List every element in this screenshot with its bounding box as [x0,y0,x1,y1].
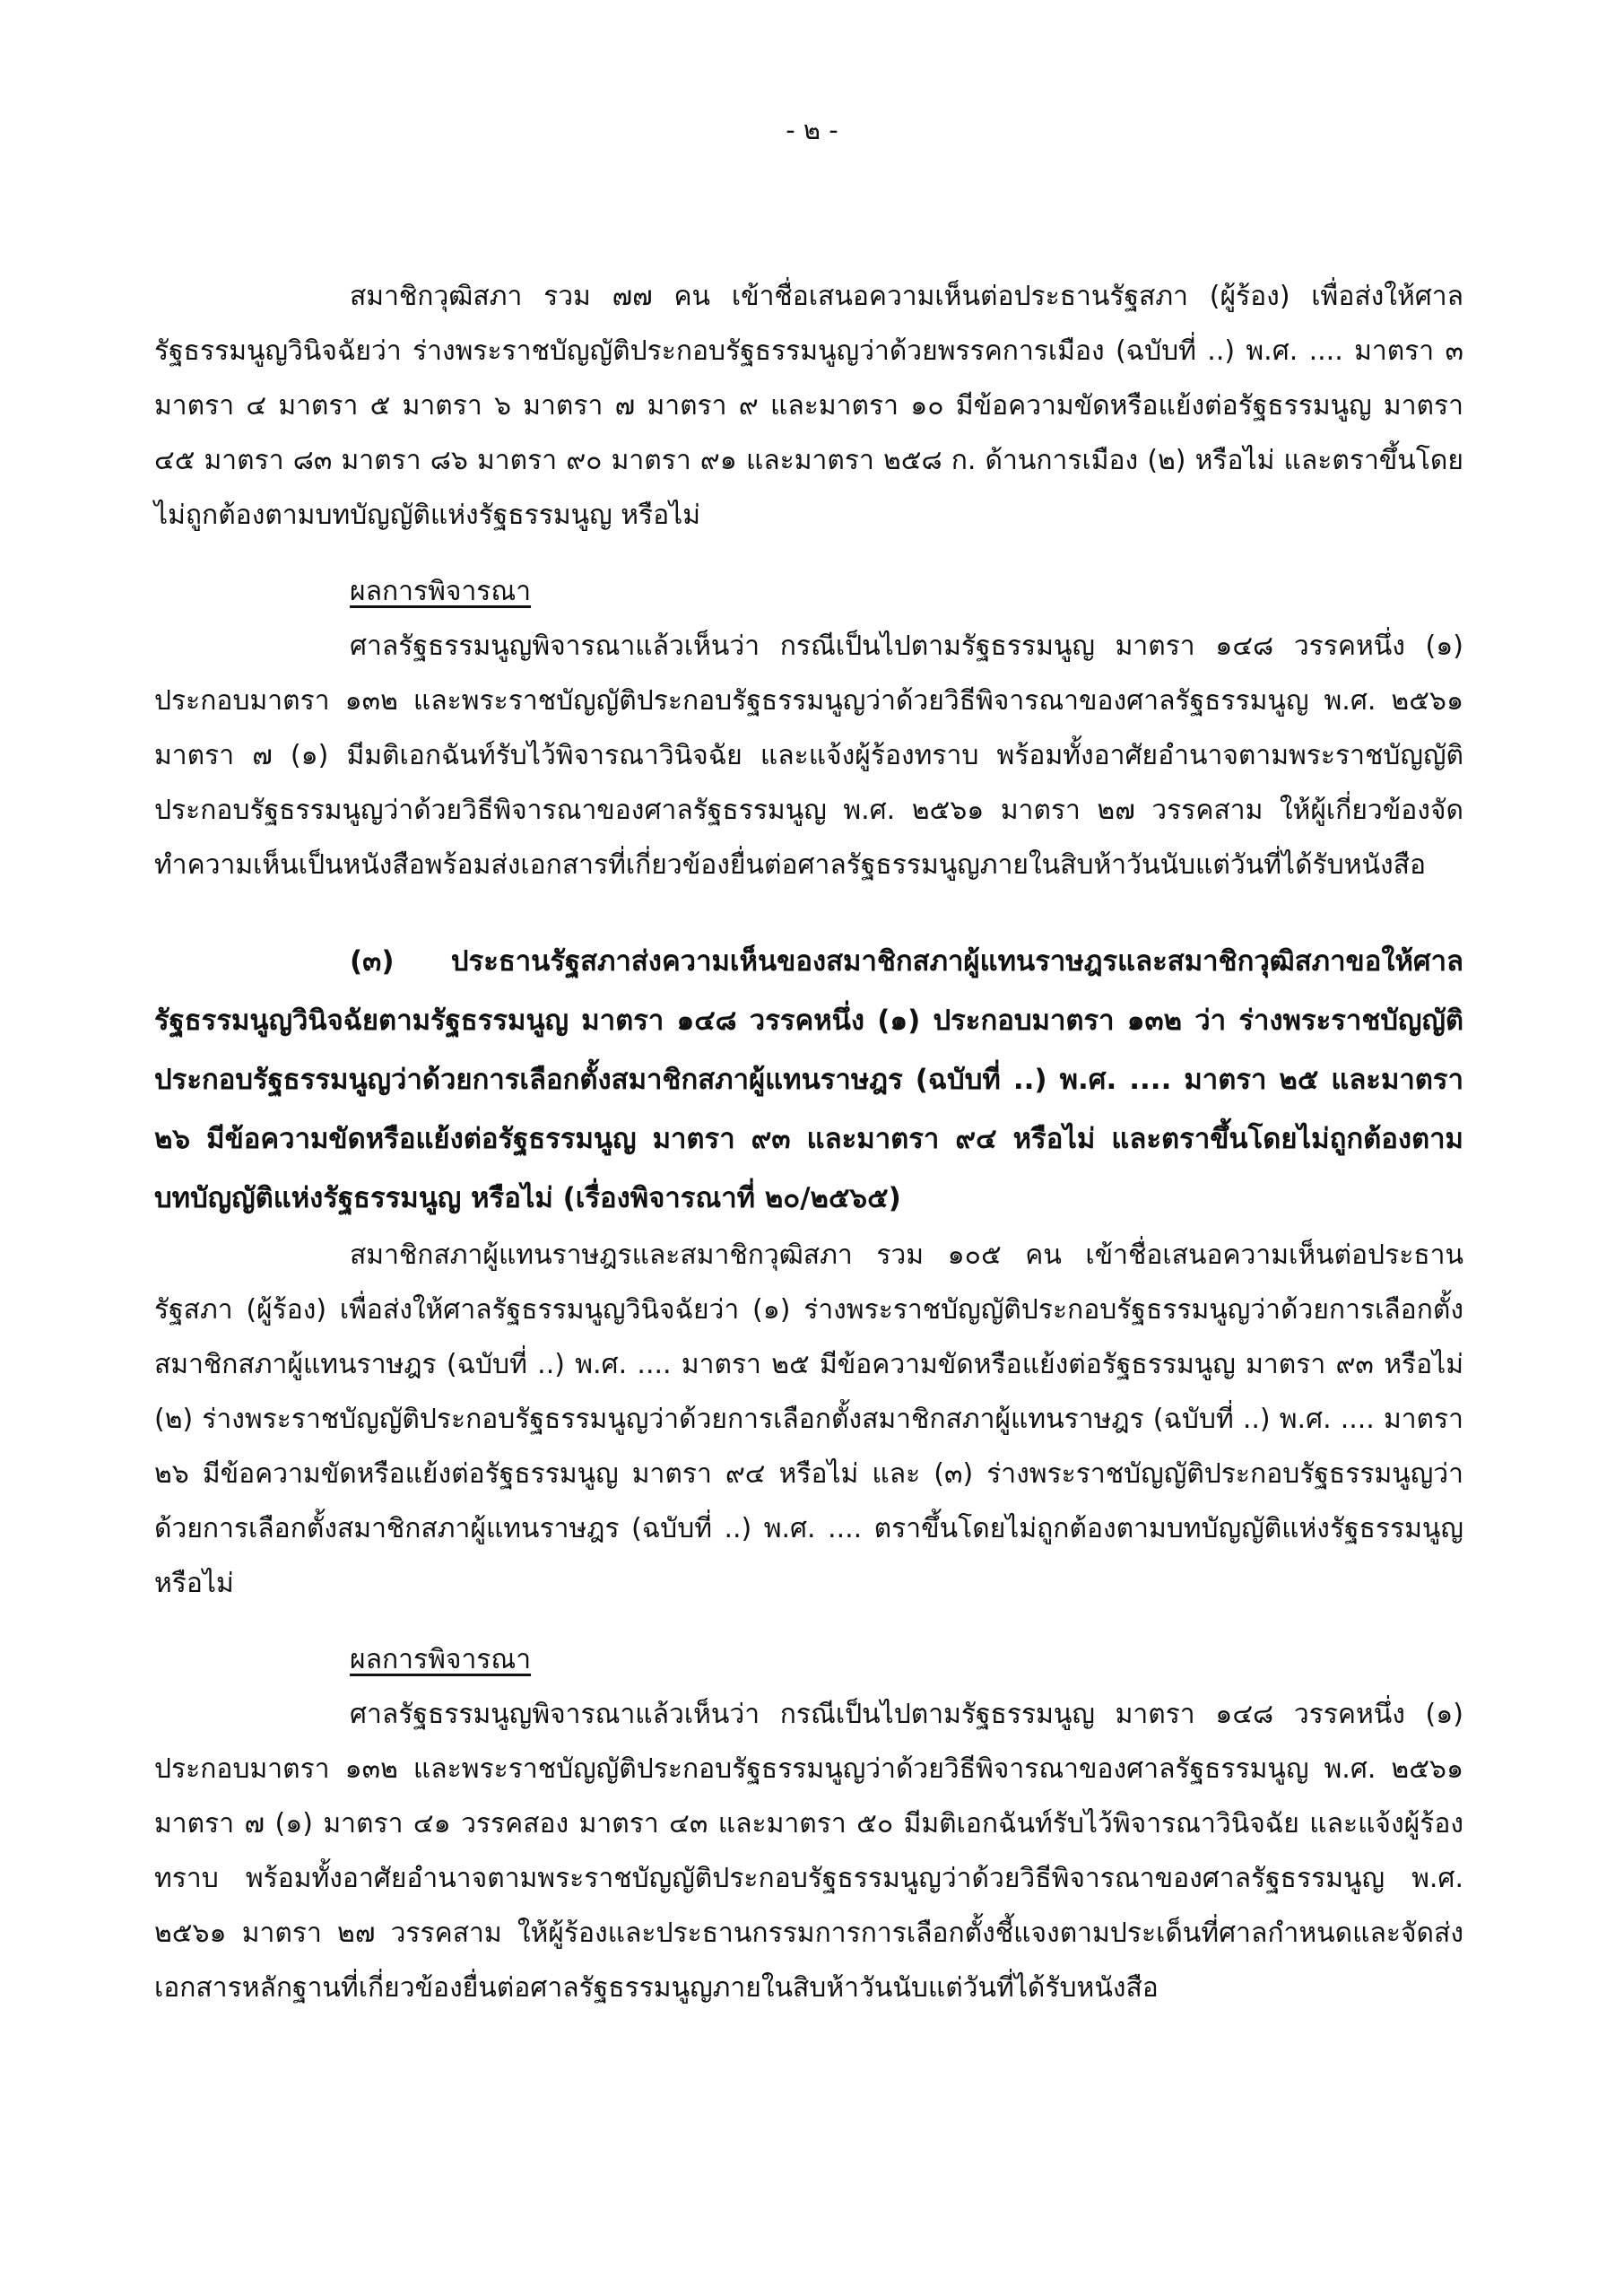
section1-body: สมาชิกวุฒิสภา รวม ๗๗ คน เข้าชื่อเสนอความเห็นต่อประธานรัฐสภา (ผู้ร้อง) เพื่อส่งให้ศาลรัฐธรรมนูญวินิจฉัยว่า ร่างพระราชบัญญัติประกอบรัฐธรรมนูญว่าด้วยพรรคการเมือง (ฉบับที่ ..) พ.ศ. .... มาตรา ๓ มาตรา ๔ มาตรา ๕ มาตรา ๖ มาตรา ๗ มาตรา ๙ และมาตรา ๑๐ มีข้อความขัดหรือแย้งต่อรัฐธรรมนูญ มาตรา ๔๕ มาตรา ๘๓ มาตรา ๘๖ มาตรา ๙๐ มาตรา ๙๑ และมาตรา ๒๕๘ ก. ด้านการเมือง (๒) หรือไม่ และตราขึ้นโดยไม่ถูกต้องตามบทบัญญัติแห่งรัฐธรรมนูญ หรือไม่ [154,281,1463,531]
section1-result-heading: ผลการพิจารณา [350,576,532,607]
document-body [154,269,1463,2015]
section3-result-heading: ผลการพิจารณา [350,1644,532,1675]
section3-body: สมาชิกสภาผู้แทนราษฎรและสมาชิกวุฒิสภา รวม ๑๐๕ คน เข้าชื่อเสนอความเห็นต่อประธานรัฐสภา (ผู้ร้อง) เพื่อส่งให้ศาลรัฐธรรมนูญวินิจฉัยว่า (๑) ร่างพระราชบัญญัติประกอบรัฐธรรมนูญว่าด้วยการเลือกตั้งสมาชิกสภาผู้แทนราษฎร (ฉบับที่ ..) พ.ศ. .... มาตรา ๒๕ มีข้อความขัดหรือแย้งต่อรัฐธรรมนูญ มาตรา ๙๓ หรือไม่ (๒) ร่างพระราชบัญญัติประกอบรัฐธรรมนูญว่าด้วยการเลือกตั้งสมาชิกสภาผู้แทนราษฎร (ฉบับที่ ..) พ.ศ. .... มาตรา ๒๖ มีข้อความขัดหรือแย้งต่อรัฐธรรมนูญ มาตรา ๙๔ หรือไม่ และ (๓) ร่างพระราชบัญญัติประกอบรัฐธรรมนูญว่าด้วยการเลือกตั้งสมาชิกสภาผู้แทนราษฎร (ฉบับที่ ..) พ.ศ. .... ตราขึ้นโดยไม่ถูกต้องตามบทบัญญัติแห่งรัฐธรรมนูญ หรือไม่ [154,1239,1463,1599]
section3-result-body: ศาลรัฐธรรมนูญพิจารณาแล้วเห็นว่า กรณีเป็นไปตามรัฐธรรมนูญ มาตรา ๑๔๘ วรรคหนึ่ง (๑) ประกอบมาตรา ๑๓๒ และพระราชบัญญัติประกอบรัฐธรรมนูญว่าด้วยวิธีพิจารณาของศาลรัฐธรรมนูญ พ.ศ. ๒๕๖๑ มาตรา ๗ (๑) มาตรา ๔๑ วรรคสอง มาตรา ๔๓ และมาตรา ๕๐ มีมติเอกฉันท์รับไว้พิจารณาวินิจฉัย และแจ้งผู้ร้องทราบ พร้อมทั้งอาศัยอำนาจตามพระราชบัญญัติประกอบรัฐธรรมนูญว่าด้วยวิธีพิจารณาของศาลรัฐธรรมนูญ พ.ศ. ๒๕๖๑ มาตรา ๒๗ วรรคสาม ให้ผู้ร้องและประธานกรรมการการเลือกตั้งชี้แจงตามประเด็นที่ศาลกำหนดและจัดส่งเอกสารหลักฐานที่เกี่ยวข้องยื่นต่อศาลรัฐธรรมนูญภายในสิบห้าวันนับแต่วันที่ได้รับหนังสือ [154,1699,1463,2004]
page-number: - ๒ - [786,115,838,145]
section3-title: (๓) ประธานรัฐสภาส่งความเห็นของสมาชิกสภาผู้แทนราษฎรและสมาชิกวุฒิสภาขอให้ศาลรัฐธรรมนูญวินิจฉัยตามรัฐธรรมนูญ มาตรา ๑๔๘ วรรคหนึ่ง (๑) ประกอบมาตรา ๑๓๒ ว่า ร่างพระราชบัญญัติประกอบรัฐธรรมนูญว่าด้วยการเลือกตั้งสมาชิกสภาผู้แทนราษฎร (ฉบับที่ ..) พ.ศ. .... มาตรา ๒๕ และมาตรา ๒๖ มีข้อความขัดหรือแย้งต่อรัฐธรรมนูญ มาตรา ๙๓ และมาตรา ๙๔ หรือไม่ และตราขึ้นโดยไม่ถูกต้องตามบทบัญญัติแห่งรัฐธรรมนูญ หรือไม่ (เรื่องพิจารณาที่ ๒๐/๒๕๖๕) [154,945,1463,1214]
section1-result-body: ศาลรัฐธรรมนูญพิจารณาแล้วเห็นว่า กรณีเป็นไปตามรัฐธรรมนูญ มาตรา ๑๔๘ วรรคหนึ่ง (๑) ประกอบมาตรา ๑๓๒ และพระราชบัญญัติประกอบรัฐธรรมนูญว่าด้วยวิธีพิจารณาของศาลรัฐธรรมนูญ พ.ศ. ๒๕๖๑ มาตรา ๗ (๑) มีมติเอกฉันท์รับไว้พิจารณาวินิจฉัย และแจ้งผู้ร้องทราบ พร้อมทั้งอาศัยอำนาจตามพระราชบัญญัติประกอบรัฐธรรมนูญว่าด้วยวิธีพิจารณาของศาลรัฐธรรมนูญ พ.ศ. ๒๕๖๑ มาตรา ๒๗ วรรคสาม ให้ผู้เกี่ยวข้องจัดทำความเห็นเป็นหนังสือพร้อมส่งเอกสารที่เกี่ยวข้องยื่นต่อศาลรัฐธรรมนูญภายในสิบห้าวันนับแต่วันที่ได้รับหนังสือ [154,631,1463,881]
